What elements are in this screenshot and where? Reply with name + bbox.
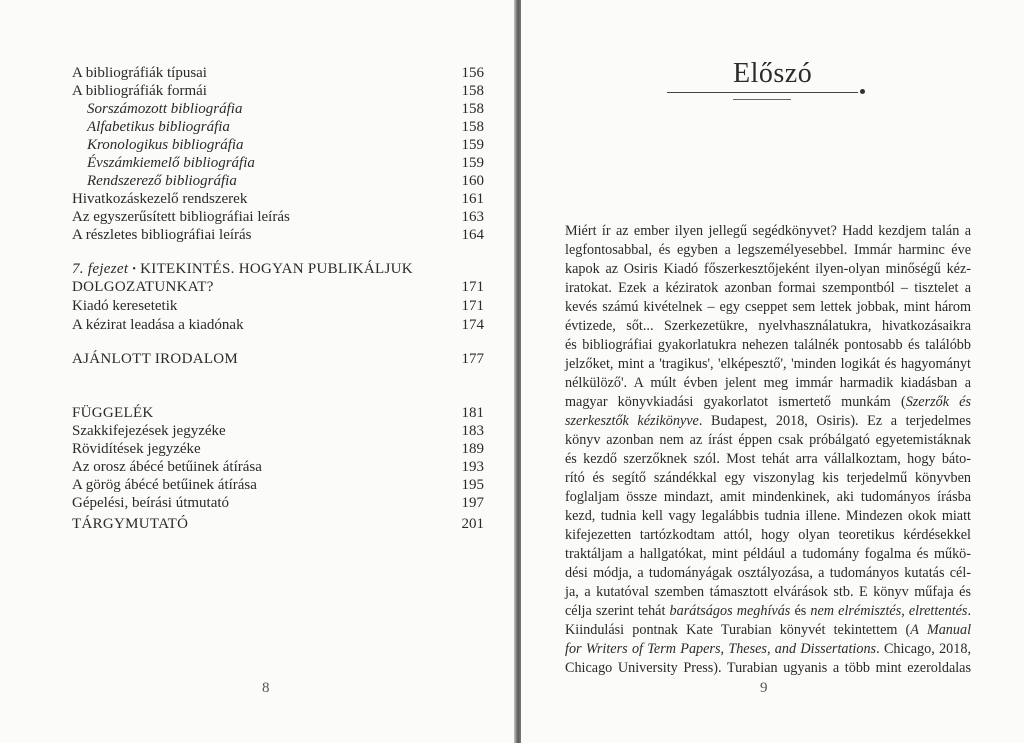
toc-entry-title: Sorszámozott bibliográfia — [87, 101, 243, 117]
preface-line: ja, a kutatóval szemben támasztott elvárások stb. E könyv műfaja és — [565, 584, 971, 600]
toc-entry-page: 159 — [461, 137, 484, 153]
toc-entry-page: 160 — [461, 173, 484, 189]
toc-entry-title: FÜGGELÉK — [72, 405, 154, 421]
toc-entry-title: A görög ábécé betűinek átírása — [72, 477, 257, 493]
toc-entry-page: 177 — [461, 351, 484, 367]
toc-entry-page: 201 — [461, 516, 484, 532]
preface-line: célja szerint tehát barátságos meghívás és nem elrémisztés, elrettentés. — [565, 603, 971, 619]
toc-entry-title: Alfabetikus bibliográfia — [87, 119, 230, 135]
toc-entry-title: TÁRGYMUTATÓ — [72, 516, 189, 532]
preface-line: iratokat. Ezek a kéziratok azonban formai szempontból – tisztelet a — [565, 280, 971, 296]
left-page-number: 8 — [262, 680, 270, 696]
toc-entry-title: Szakkifejezések jegyzéke — [72, 423, 226, 439]
preface-line: és kezdő szerzőknek szól. Most tehát arra vállalkoztam, hogy báto- — [565, 451, 971, 467]
toc-entry-title: Hivatkozáskezelő rendszerek — [72, 191, 248, 207]
preface-line: foglaljam össze mindazt, amit mindenkinek, aki tudományos írásba — [565, 489, 971, 505]
chapter-title-line: KITEKINTÉS. HOGYAN PUBLIKÁLJUK — [140, 261, 413, 277]
toc-entry-title: A részletes bibliográfiai leírás — [72, 227, 252, 243]
preface-line: szerkesztők kézikönyve. Budapest, 2018, Osiris). Ez a terjedelmes — [565, 413, 972, 429]
toc-entry-title: Gépelési, beírási útmutató — [72, 495, 230, 511]
preface-line: Chicago University Press). Turabian ugyanis a több mint ezeroldalas — [565, 660, 971, 676]
toc-entry-page: 171 — [461, 298, 484, 314]
preface-line: Miért ír az ember ilyen jellegű segédkönyvet? Hadd kezdjem talán a — [565, 223, 971, 239]
toc-entry-page: 159 — [461, 155, 484, 171]
preface-line: és bibliográfiai gyakorlatukra nehezen találnék pontosabb és találóbb — [565, 337, 971, 353]
preface-line: kapok az Osiris Kiadó főszerkesztőjeként ilyen-olyan minőségű kéz- — [565, 261, 971, 277]
toc-entry-page: 181 — [461, 405, 484, 421]
toc-entry-title: A bibliográfiák típusai — [72, 65, 207, 81]
toc-entry-title: Rendszerező bibliográfia — [87, 173, 237, 189]
preface-line: nélkülöző'. A múlt évben jelent meg immár harmadik kiadásban a — [565, 375, 971, 391]
toc-entry-title: DOLGOZATUNKAT? — [72, 279, 214, 295]
preface-line: traktáljam a hallgatókat, mint például a tudomány fogalma és műkö- — [565, 546, 971, 562]
toc-entry-title — [72, 260, 413, 279]
toc-entry-page: 156 — [461, 65, 484, 81]
toc-entry-title: Kiadó keresetetik — [72, 298, 178, 314]
toc-entry-title: A kézirat leadása a kiadónak — [72, 317, 244, 333]
title-rule — [667, 92, 858, 93]
toc-entry-title: Az orosz ábécé betűinek átírása — [72, 459, 262, 475]
preface-line: kezd, tudnia kell vagy legalábbis tudnia illene. Mindezen okok miatt — [565, 508, 971, 524]
preface-line: Kiindulási pontnak Kate Turabian könyvét tekintettem (A Manual — [565, 622, 972, 638]
toc-entry-page: 171 — [461, 279, 484, 295]
preface-line: legfontosabbal, és egyben a legszemélyesebbel. Immár harminc éve — [565, 242, 971, 258]
preface-line: for Writers of Term Papers, Theses, and Dissertations. Chicago, 2018, — [565, 641, 971, 657]
preface-line: jelzőket, mint a 'tragikus', 'elképesztő', 'minden logikát és hagyományt — [565, 356, 971, 372]
toc-entry-page: 158 — [461, 83, 484, 99]
toc-entry-title: A bibliográfiák formái — [72, 83, 207, 99]
toc-entry-title: AJÁNLOTT IRODALOM — [72, 351, 239, 367]
title-underline — [733, 99, 791, 100]
preface-line: könyv azonban nem az írást éppen csak próbálgató egyetemistáknak — [565, 432, 971, 448]
toc-entry-page: 158 — [461, 119, 484, 135]
preface-line: évtizede, sőt... Szerkezetükre, nyelvhasználatukra, hivatkozásaikra — [565, 318, 971, 334]
toc-entry-page: 193 — [461, 459, 484, 475]
toc-entry-page: 161 — [461, 191, 484, 207]
book-spine — [514, 0, 521, 743]
toc-entry-page: 197 — [461, 495, 484, 511]
toc-entry-page: 164 — [461, 227, 484, 243]
toc-entry-title: Kronologikus bibliográfia — [87, 137, 244, 153]
right-page-number: 9 — [760, 680, 768, 696]
toc-entry-page: 163 — [461, 209, 484, 225]
toc-entry-page: 195 — [461, 477, 484, 493]
preface-line: dési módja, a tudományágak osztályozása, a tudományos kutatás cél- — [565, 565, 971, 581]
toc-entry-page: 183 — [461, 423, 484, 439]
toc-entry-title: Rövidítések jegyzéke — [72, 441, 201, 457]
preface-line: magyar könyvkiadási gyakorlatot ismertető munkám (Szerzők és — [565, 394, 971, 410]
toc-entry-title: Az egyszerűsített bibliográfiai leírás — [72, 209, 290, 225]
bullet-icon: • — [132, 264, 137, 275]
toc-entry-title: Évszámkiemelő bibliográfia — [87, 155, 255, 171]
chapter-title: Előszó — [733, 58, 813, 89]
chapter-label: 7. fejezet — [72, 261, 129, 277]
title-dot-ornament — [860, 89, 865, 94]
preface-line: rító és segítő szándékkal egy viszonylag kis terjedelmű könyvben — [565, 470, 971, 486]
toc-entry-page: 189 — [461, 441, 484, 457]
toc-entry-page: 158 — [461, 101, 484, 117]
preface-line: kifejezetten tartózkodtam attól, hogy olyan teoretikus kérdésekkel — [565, 527, 971, 543]
toc-entry-page: 174 — [461, 317, 484, 333]
preface-line: kevés számú kivételnek – egy cseppet sem lettek jobbak, mint három — [565, 299, 971, 315]
